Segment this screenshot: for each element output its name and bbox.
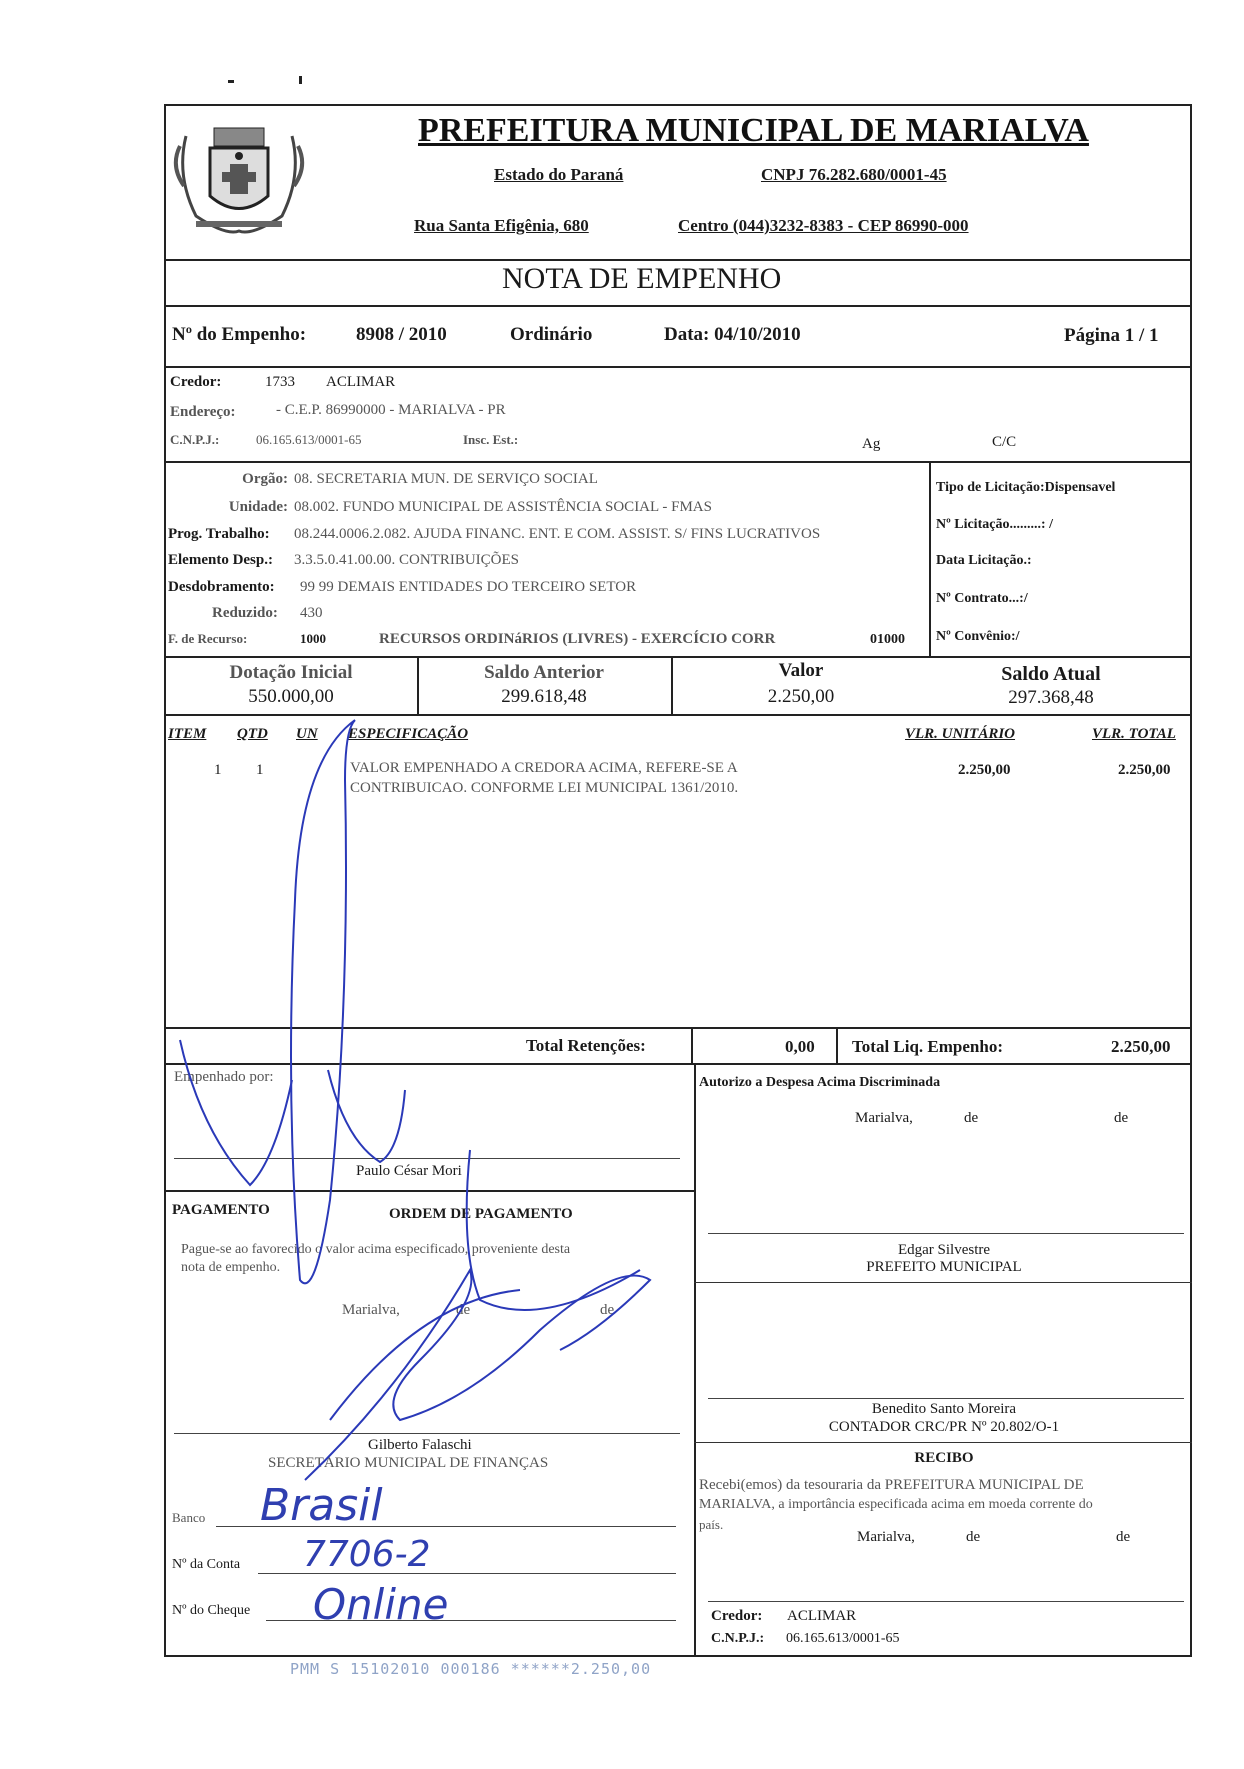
recibo-credor-value: ACLIMAR xyxy=(787,1608,857,1624)
recibo-cnpj-value: 06.165.613/0001-65 xyxy=(786,1631,900,1646)
cnpj-label: CNPJ 76.282.680/0001-45 xyxy=(761,165,947,184)
credor-cnpj-label: C.N.P.J.: xyxy=(170,432,220,447)
address-label: Rua Santa Efigênia, 680 xyxy=(414,216,589,235)
conta-handwritten: 7706-2 xyxy=(303,1534,431,1575)
item-spec-line2: CONTRIBUICAO. CONFORME LEI MUNICIPAL 1361/2010. xyxy=(350,780,739,796)
tipo-licitacao: Tipo de Licitação:Dispensavel xyxy=(936,480,1116,495)
saldo-atual-value: 297.368,48 xyxy=(1008,687,1094,708)
items-col-espec: ESPECIFICAÇÃO xyxy=(348,726,469,742)
recibo-de2: de xyxy=(1116,1529,1131,1545)
recurso-code: 1000 xyxy=(300,631,326,646)
total-retencoes-value: 0,00 xyxy=(785,1037,815,1056)
cheque-label: Nº do Cheque xyxy=(172,1603,251,1618)
desdobramento-label: Desdobramento: xyxy=(168,579,275,595)
items-col-unit: VLR. UNITÁRIO xyxy=(905,726,1016,742)
pague-de1: de xyxy=(456,1302,471,1318)
prog-trabalho-label: Prog. Trabalho: xyxy=(168,526,270,542)
signer1-name: Paulo César Mori xyxy=(356,1163,462,1179)
items-col-un: UN xyxy=(296,726,318,742)
autorizo-marialva: Marialva, xyxy=(855,1110,913,1126)
total-retencoes-label: Total Retenções: xyxy=(526,1036,646,1055)
payment-stamp: PMM S 15102010 000186 ******2.250,00 xyxy=(290,1660,652,1678)
saldo-anterior-value: 299.618,48 xyxy=(501,686,587,707)
signer2-name: Gilberto Falaschi xyxy=(368,1437,472,1453)
empenhado-por-label: Empenhado por: xyxy=(174,1069,274,1085)
recibo-line1: Recebi(emos) da tesouraria da PREFEITURA MUNICIPAL DE xyxy=(699,1477,1084,1493)
recibo-credor-label: Credor: xyxy=(711,1608,763,1624)
prog-trabalho-value: 08.244.0006.2.082. AJUDA FINANC. ENT. E COM. ASSIST. S/ FINS LUCRATIVOS xyxy=(294,526,821,542)
orgao-value: 08. SECRETARIA MUN. DE SERVIÇO SOCIAL xyxy=(294,471,598,487)
orgao-label: Orgão: xyxy=(242,471,288,487)
item-number: 1 xyxy=(214,762,222,778)
numero-licitacao: Nº Licitação.........: / xyxy=(936,517,1053,532)
signer2-role: SECRETÁRIO MUNICIPAL DE FINANÇAS xyxy=(268,1455,549,1471)
autorizo-label: Autorizo a Despesa Acima Discriminada xyxy=(699,1075,941,1090)
items-col-qtd: QTD xyxy=(237,726,268,742)
contact-label: Centro (044)3232-8383 - CEP 86990-000 xyxy=(678,216,969,235)
recibo-marialva: Marialva, xyxy=(857,1529,915,1545)
dotacao-inicial-value: 550.000,00 xyxy=(248,686,334,707)
item-unit-value: 2.250,00 xyxy=(958,762,1011,778)
elemento-label: Elemento Desp.: xyxy=(168,552,273,568)
numero-contrato: Nº Contrato...:/ xyxy=(936,591,1028,606)
credor-code: 1733 xyxy=(265,374,295,390)
empenho-number-value: 8908 / 2010 xyxy=(356,324,447,345)
recibo-line2: MARIALVA, a importância especificada acima em moeda corrente do xyxy=(699,1497,1093,1512)
items-col-total: VLR. TOTAL xyxy=(1092,726,1176,742)
saldo-atual-label: Saldo Atual xyxy=(1001,663,1101,685)
recurso-desc: RECURSOS ORDINáRIOS (LIVRES) - EXERCÍCIO CORR xyxy=(379,631,776,647)
elemento-value: 3.3.5.0.41.00.00. CONTRIBUIÇÕES xyxy=(294,552,520,568)
recibo-title: RECIBO xyxy=(914,1450,974,1466)
endereco-label: Endereço: xyxy=(170,404,236,420)
state-label: Estado do Paraná xyxy=(494,165,624,184)
ag-label: Ag xyxy=(862,436,881,452)
unidade-label: Unidade: xyxy=(228,499,288,515)
valor-label: Valor xyxy=(778,660,824,681)
valor-value: 2.250,00 xyxy=(767,686,835,707)
prefeito-role: PREFEITO MUNICIPAL xyxy=(866,1259,1022,1275)
total-liq-label: Total Liq. Empenho: xyxy=(852,1037,1003,1056)
recibo-line3: país. xyxy=(699,1517,724,1532)
page-title: PREFEITURA MUNICIPAL DE MARIALVA xyxy=(418,112,1089,149)
items-col-item: ITEM xyxy=(168,726,207,742)
autorizo-de1: de xyxy=(964,1110,979,1126)
pague-line1: Pague-se ao favorecido o valor acima especificado, proveniente desta xyxy=(181,1242,571,1257)
item-qtd: 1 xyxy=(256,762,264,778)
ordem-pagamento-label: ORDEM DE PAGAMENTO xyxy=(389,1206,573,1222)
credor-cnpj-value: 06.165.613/0001-65 xyxy=(256,432,362,447)
reduzido-value: 430 xyxy=(300,605,323,621)
pague-line2: nota de empenho. xyxy=(181,1260,281,1275)
recurso-label: F. de Recurso: xyxy=(168,631,248,646)
conta-label: Nº da Conta xyxy=(172,1557,241,1572)
endereco-value: - C.E.P. 86990000 - MARIALVA - PR xyxy=(276,402,506,418)
empenho-type: Ordinário xyxy=(510,324,593,345)
credor-name: ACLIMAR xyxy=(326,374,396,390)
data-licitacao: Data Licitação.: xyxy=(936,553,1032,568)
dotacao-inicial-label: Dotação Inicial xyxy=(229,662,353,683)
desdobramento-value: 99 99 DEMAIS ENTIDADES DO TERCEIRO SETOR xyxy=(300,579,637,595)
contador-name: Benedito Santo Moreira xyxy=(871,1401,1017,1417)
cc-label: C/C xyxy=(992,434,1017,450)
saldo-anterior-label: Saldo Anterior xyxy=(484,662,604,683)
item-total-value: 2.250,00 xyxy=(1118,762,1171,778)
contador-role: CONTADOR CRC/PR Nº 20.802/O-1 xyxy=(828,1419,1060,1435)
pague-de2: de xyxy=(600,1302,615,1318)
pagamento-label: PAGAMENTO xyxy=(172,1202,270,1218)
cheque-handwritten: Online xyxy=(313,1580,449,1629)
reduzido-label: Reduzido: xyxy=(212,605,278,621)
item-spec-line1: VALOR EMPENHADO A CREDORA ACIMA, REFERE-SE A xyxy=(350,760,738,776)
numero-convenio: Nº Convênio:/ xyxy=(936,629,1020,644)
empenho-date: Data: 04/10/2010 xyxy=(664,324,801,345)
total-liq-value: 2.250,00 xyxy=(1111,1037,1171,1056)
pague-marialva: Marialva, xyxy=(342,1302,400,1318)
empenho-number-label: Nº do Empenho: xyxy=(172,324,307,345)
recibo-de1: de xyxy=(966,1529,981,1545)
unidade-value: 08.002. FUNDO MUNICIPAL DE ASSISTÊNCIA SOCIAL - FMAS xyxy=(294,499,712,515)
credor-label: Credor: xyxy=(170,374,222,390)
document-title: NOTA DE EMPENHO xyxy=(502,262,782,295)
prefeito-name: Edgar Silvestre xyxy=(897,1242,991,1258)
autorizo-de2: de xyxy=(1114,1110,1129,1126)
recibo-cnpj-label: C.N.P.J.: xyxy=(711,1631,765,1646)
banco-label: Banco xyxy=(172,1510,206,1525)
page-number: Página 1 / 1 xyxy=(1064,325,1159,346)
recurso-num: 01000 xyxy=(870,632,905,647)
insc-est-label: Insc. Est.: xyxy=(463,432,519,447)
banco-handwritten: Brasil xyxy=(260,1480,383,1531)
